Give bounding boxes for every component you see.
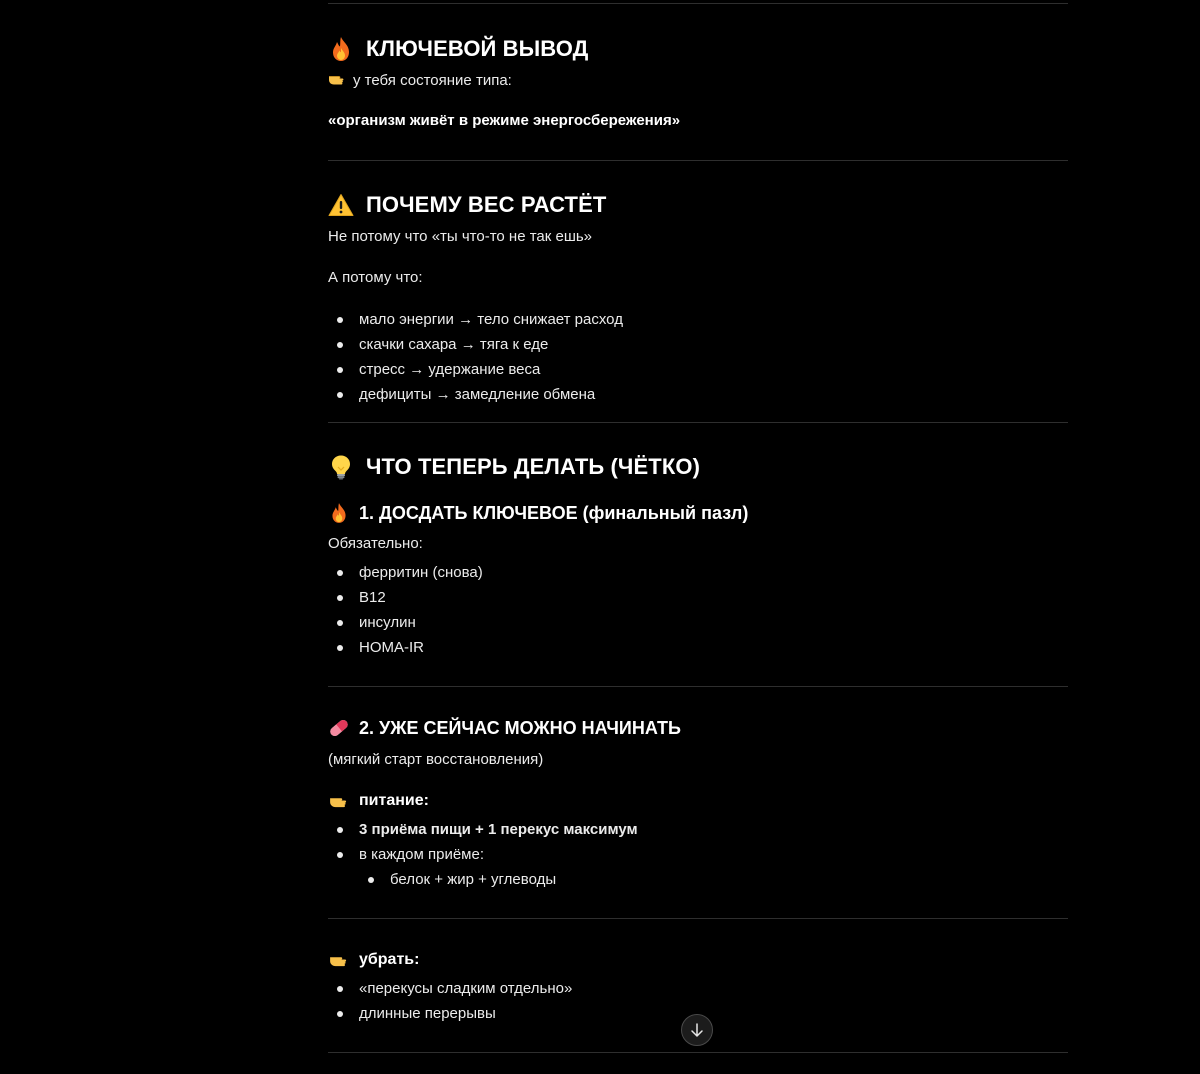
divider bbox=[328, 1052, 1068, 1053]
subheading-text: убрать: bbox=[359, 951, 420, 968]
heading-why-weight-grows bbox=[328, 191, 1068, 219]
fire-icon bbox=[328, 502, 350, 524]
scroll-to-bottom-button[interactable] bbox=[681, 1014, 713, 1046]
list-item: стресс → удержание веса bbox=[328, 357, 1068, 382]
list-item: белок + жир + углеводы bbox=[328, 867, 1068, 892]
paragraph: (мягкий старт восстановления) bbox=[328, 751, 544, 768]
intro-text: у тебя состояние типа: bbox=[353, 72, 512, 89]
subheading-text: питание: bbox=[359, 792, 429, 809]
heading-text: ЧТО ТЕПЕРЬ ДЕЛАТЬ (ЧЁТКО) bbox=[366, 454, 701, 479]
list-item: HOMA-IR bbox=[328, 635, 1068, 660]
divider bbox=[328, 918, 1068, 919]
subheading-start-now bbox=[328, 716, 1068, 740]
lightbulb-icon bbox=[328, 454, 354, 480]
list-item: B12 bbox=[328, 585, 1068, 610]
divider bbox=[328, 160, 1068, 161]
divider bbox=[328, 422, 1068, 423]
heading-text: КЛЮЧЕВОЙ ВЫВОД bbox=[366, 36, 589, 61]
list-item: мало энергии → тело снижает расход bbox=[328, 307, 1068, 332]
pointing-hand-icon bbox=[328, 790, 350, 812]
heading-text: ПОЧЕМУ ВЕС РАСТЁТ bbox=[366, 192, 607, 217]
list-item: скачки сахара → тяга к еде bbox=[328, 332, 1068, 357]
arrow-down-icon bbox=[689, 1022, 705, 1038]
subheading-remove bbox=[328, 948, 1068, 972]
reasons-list bbox=[328, 307, 1068, 407]
list-item: в каждом приёме: bbox=[328, 842, 1068, 867]
subheading-text: 2. УЖЕ СЕЙЧАС МОЖНО НАЧИНАТЬ bbox=[359, 718, 681, 738]
nutrition-list bbox=[328, 817, 1068, 867]
intro-paragraph bbox=[328, 70, 1068, 92]
fire-icon bbox=[328, 36, 354, 62]
paragraph: А потому что: bbox=[328, 269, 423, 286]
list-item: длинные перерывы bbox=[328, 1001, 1068, 1026]
subheading-nutrition bbox=[328, 789, 1068, 813]
pointing-hand-icon bbox=[328, 949, 350, 971]
list-item: ферритин (снова) bbox=[328, 560, 1068, 585]
pill-icon bbox=[328, 717, 350, 739]
list-item: дефициты → замедление обмена bbox=[328, 382, 1068, 407]
required-tests-list bbox=[328, 560, 1068, 660]
nutrition-nested-list bbox=[328, 867, 1068, 892]
divider bbox=[328, 3, 1068, 4]
list-item: 3 приёма пищи + 1 перекус максимум bbox=[328, 817, 1068, 842]
warning-icon bbox=[328, 192, 354, 218]
list-item: «перекусы сладким отдельно» bbox=[328, 976, 1068, 1001]
heading-key-conclusion bbox=[328, 35, 1068, 63]
heading-what-to-do bbox=[328, 453, 1068, 481]
divider bbox=[328, 686, 1068, 687]
chat-message-content bbox=[328, 0, 1068, 1053]
pointing-hand-icon bbox=[328, 70, 346, 88]
subheading-finish-tests bbox=[328, 501, 1068, 525]
quote-paragraph: «организм живёт в режиме энергосбережения» bbox=[328, 112, 681, 129]
paragraph: Обязательно: bbox=[328, 535, 423, 552]
subheading-text: 1. ДОСДАТЬ КЛЮЧЕВОЕ (финальный пазл) bbox=[359, 503, 749, 523]
paragraph: Не потому что «ты что-то не так ешь» bbox=[328, 228, 593, 245]
list-item: инсулин bbox=[328, 610, 1068, 635]
